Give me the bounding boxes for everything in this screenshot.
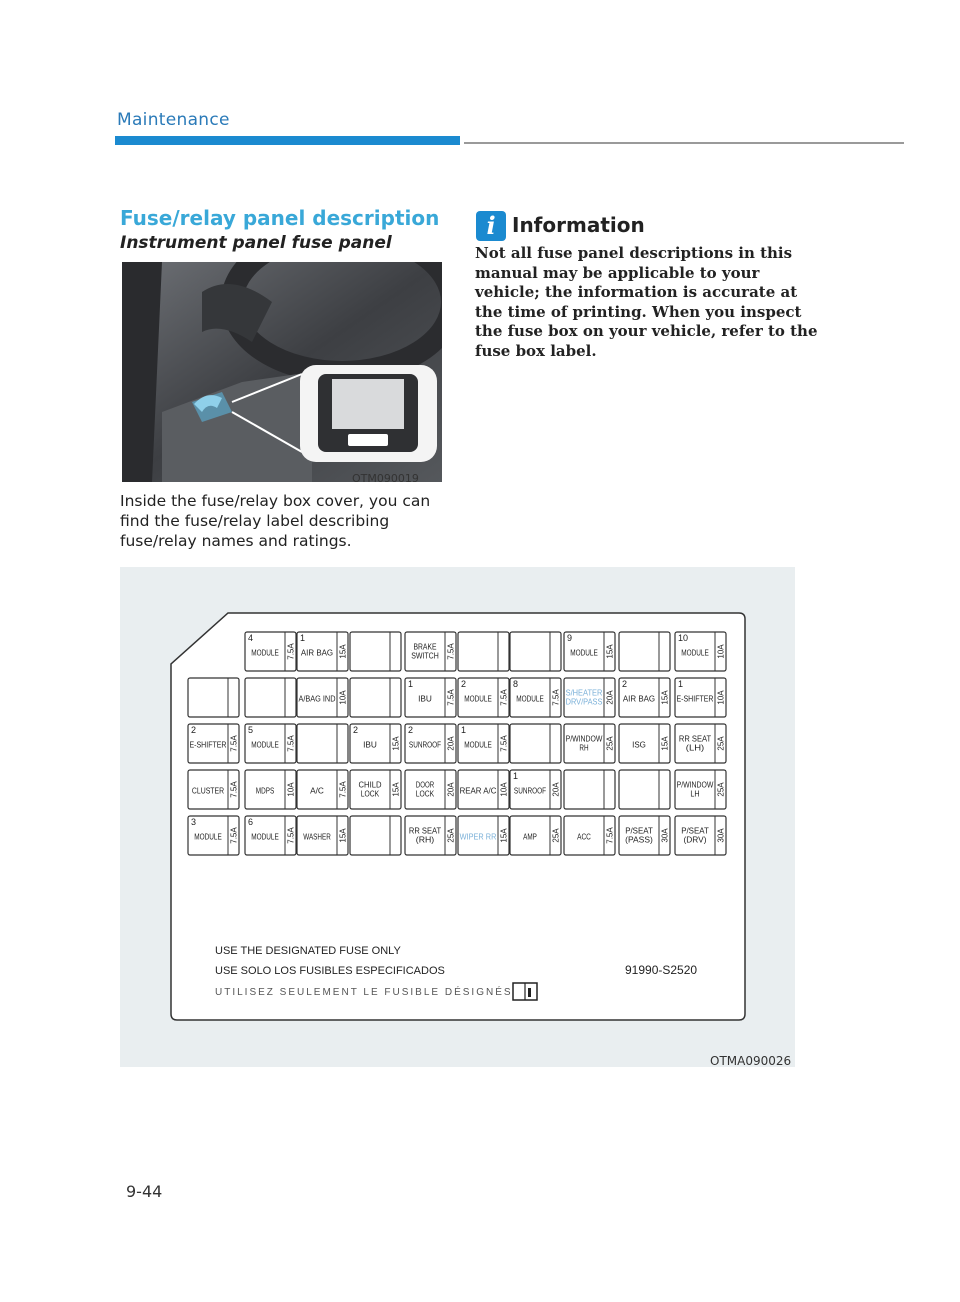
fuse-cell [405, 724, 456, 763]
fuse-cell [564, 724, 615, 763]
fuse-number: 2 [191, 725, 197, 735]
fuse-name: S/HEATER DRV/PASS [565, 688, 603, 707]
fuse-cell [297, 724, 348, 763]
fuse-rating: 20A [446, 736, 456, 751]
fuse-label-diagram [170, 612, 746, 1024]
fuse-rating: 30A [716, 828, 726, 843]
fuse-rating: 15A [499, 828, 509, 843]
fuse-rating: 25A [605, 736, 615, 751]
fuse-name: AIR BAG [300, 648, 334, 658]
fuse-name: MODULE [464, 740, 492, 750]
fuse-rating: 10A [716, 644, 726, 659]
fuse-name: A/C [310, 786, 325, 796]
fuse-cell [245, 678, 296, 717]
fuse-rating: 15A [338, 644, 348, 659]
fuse-number: 10 [678, 633, 689, 643]
fuse-cell [188, 816, 239, 855]
fuse-number: 6 [248, 817, 254, 827]
fuse-slot [458, 632, 509, 671]
fuse-rating: 7.5A [499, 735, 509, 752]
fuse-number: 2 [461, 679, 467, 689]
fuse-cell [510, 678, 561, 717]
fuse-cell [350, 632, 401, 671]
fuse-name: CHILD LOCK [358, 780, 382, 799]
fuse-name: MDPS [255, 786, 275, 796]
fuse-name: P/WINDOW LH [676, 780, 714, 799]
fuse-number: 1 [513, 771, 519, 781]
fuse-slot [510, 632, 561, 671]
fuse-cell [297, 770, 348, 809]
fuse-rating: 15A [391, 782, 401, 797]
fuse-cell [619, 678, 670, 717]
fuse-cell [510, 816, 561, 855]
information-text: Not all fuse panel descriptions in this manual may be applicable to your vehicle; the information is accurate at the time of printing. When you inspect the fuse box on your vehicle, refer to the fuse box label. [475, 244, 818, 360]
fuse-cell [619, 632, 670, 671]
subsection-title: Instrument panel fuse panel [120, 233, 392, 253]
fuse-panel-location-photo [122, 262, 442, 482]
fuse-name: MODULE [464, 694, 492, 704]
fuse-cell [458, 724, 509, 763]
information-title: Information [512, 213, 645, 237]
fuse-rating: 10A [338, 690, 348, 705]
fuse-name: E-SHIFTER [189, 740, 227, 750]
header-section-title: Maintenance [117, 110, 230, 130]
fuse-rating: 7.5A [338, 781, 348, 798]
fuse-slot [245, 678, 296, 717]
fuse-rating: 7.5A [286, 827, 296, 844]
fuse-number: 1 [300, 633, 306, 643]
fuse-cell [405, 632, 456, 671]
fuse-name: WIPER RR [459, 832, 497, 842]
fuse-slot [350, 678, 401, 717]
fuse-rating: 15A [391, 736, 401, 751]
fuse-cell [675, 724, 726, 763]
fuse-slot [350, 632, 401, 671]
fuse-name: SUNROOF [513, 786, 547, 796]
page-number: 9-44 [126, 1182, 163, 1201]
fuse-rating: 25A [716, 736, 726, 751]
fuse-slot [510, 724, 561, 763]
fuse-slot [619, 632, 670, 671]
fuse-rating: 7.5A [446, 643, 456, 660]
fuse-cell [458, 816, 509, 855]
fuse-rating: 20A [446, 782, 456, 797]
fuse-rating: 15A [660, 736, 670, 751]
fuse-name: IBU [418, 694, 433, 704]
fuse-cell [188, 770, 239, 809]
fuse-name: ACC [577, 832, 592, 842]
fuse-cell [564, 632, 615, 671]
fuse-rating: 7.5A [286, 643, 296, 660]
fuse-slot [619, 770, 670, 809]
use-designated-fuse-es: USE SOLO LOS FUSIBLES ESPECIFICADOS [215, 965, 445, 977]
fuse-name: ISG [632, 740, 646, 750]
use-designated-fuse-en: USE THE DESIGNATED FUSE ONLY [215, 945, 401, 957]
fuse-name: MODULE [251, 832, 279, 842]
fuse-cell [245, 724, 296, 763]
fuse-rating: 7.5A [499, 689, 509, 706]
fuse-number: 8 [513, 679, 519, 689]
photo-illustration [122, 262, 442, 482]
fuse-number: 9 [567, 633, 573, 643]
fuse-cell [458, 678, 509, 717]
use-designated-fuse-fr: UTILISEZ SEULEMENT LE FUSIBLE DÉSIGNÉS [215, 987, 513, 998]
fuse-name: A/BAG IND [298, 694, 336, 704]
body-text: Inside the fuse/relay box cover, you can find the fuse/relay label describing fuse/relay names and ratings. [120, 492, 431, 550]
fuse-rating: 10A [286, 782, 296, 797]
figure-code: OTMA090026 [710, 1054, 792, 1068]
fuse-rating: 30A [660, 828, 670, 843]
fuse-cell [350, 816, 401, 855]
fuse-rating: 25A [446, 828, 456, 843]
fuse-cell [675, 678, 726, 717]
fuse-cell [619, 770, 670, 809]
fuse-rating: 7.5A [605, 827, 615, 844]
fuse-rating: 7.5A [446, 689, 456, 706]
fuse-number: 2 [622, 679, 628, 689]
fuse-number: 1 [408, 679, 414, 689]
fuse-number: 2 [408, 725, 414, 735]
fuse-cell [458, 770, 509, 809]
fuse-number: 4 [248, 633, 254, 643]
header-accent-bar [115, 136, 460, 145]
information-icon: i [476, 211, 506, 241]
fuse-name: DOOR LOCK [415, 780, 435, 799]
fuse-cell [510, 724, 561, 763]
fuse-cell [405, 678, 456, 717]
fuse-cell [350, 770, 401, 809]
fuse-rating: 7.5A [286, 735, 296, 752]
fuse-name: MODULE [251, 740, 279, 750]
fuse-rating: 10A [716, 690, 726, 705]
fuse-name: WASHER [303, 832, 331, 842]
fuse-name: P/WINDOW RH [565, 734, 603, 753]
fuse-cell [564, 678, 615, 717]
fuse-name: MODULE [194, 832, 222, 842]
fuse-cell [458, 632, 509, 671]
section-title: Fuse/relay panel description [120, 206, 440, 230]
fuse-cell [619, 724, 670, 763]
photo-code: OTM090019 [352, 472, 419, 485]
fuse-cell [188, 724, 239, 763]
fuse-name: IBU [363, 740, 378, 750]
fuse-name: MODULE [516, 694, 544, 704]
fuse-cell [297, 816, 348, 855]
fuse-number: 3 [191, 817, 197, 827]
fuse-cell [297, 678, 348, 717]
fuse-number: 2 [353, 725, 359, 735]
fuse-cell [297, 632, 348, 671]
fuse-cell [350, 724, 401, 763]
fuse-name: MODULE [570, 648, 598, 658]
fuse-rating: 7.5A [551, 689, 561, 706]
fuse-name: CLUSTER [191, 786, 225, 796]
fuse-slot [297, 724, 348, 763]
part-number: 91990-S2520 [625, 963, 698, 977]
fuse-cell [245, 770, 296, 809]
fuse-name: MODULE [681, 648, 709, 658]
fuse-cell [675, 770, 726, 809]
fuse-number: 5 [248, 725, 254, 735]
fuse-rating: 25A [551, 828, 561, 843]
fuse-name: E-SHIFTER [676, 694, 714, 704]
fuse-name: P/SEAT (DRV) [681, 826, 709, 845]
fuse-cell [405, 770, 456, 809]
fuse-cell [245, 632, 296, 671]
fuse-slot [350, 816, 401, 855]
fuse-cell [510, 632, 561, 671]
header-rule [464, 142, 904, 144]
fuse-name: MODULE [251, 648, 279, 658]
fuse-name: RR SEAT (RH) [408, 826, 442, 845]
fuse-cell [564, 770, 615, 809]
fuse-rating: 15A [338, 828, 348, 843]
fuse-cell [675, 632, 726, 671]
fuse-cell [675, 816, 726, 855]
fuse-number: 1 [461, 725, 467, 735]
fuse-slot [188, 678, 239, 717]
fuse-cell [564, 816, 615, 855]
fuse-name: P/SEAT (PASS) [625, 826, 654, 845]
fuse-cell [510, 770, 561, 809]
fuse-rating: 10A [499, 782, 509, 797]
fuse-name: AMP [523, 832, 537, 842]
fuse-rating: 7.5A [229, 781, 239, 798]
fuse-rating: 7.5A [229, 735, 239, 752]
fuse-name: BRAKE SWITCH [411, 642, 439, 661]
fuse-cell [188, 678, 239, 717]
fuse-name: REAR A/C [459, 786, 497, 796]
fuse-rating: 20A [551, 782, 561, 797]
fuse-rating: 7.5A [229, 827, 239, 844]
fuse-cell [350, 678, 401, 717]
fuse-rating: 20A [605, 690, 615, 705]
fuse-slot [564, 770, 615, 809]
fuse-name: SUNROOF [408, 740, 442, 750]
fuse-cell [245, 816, 296, 855]
fuse-rating: 15A [660, 690, 670, 705]
fuse-number: 1 [678, 679, 684, 689]
fuse-cell [405, 816, 456, 855]
fuse-name: RR SEAT (LH) [678, 734, 712, 753]
fuse-cell [619, 816, 670, 855]
fuse-name: AIR BAG [622, 694, 656, 704]
fuse-rating: 25A [716, 782, 726, 797]
fuse-rating: 15A [605, 644, 615, 659]
